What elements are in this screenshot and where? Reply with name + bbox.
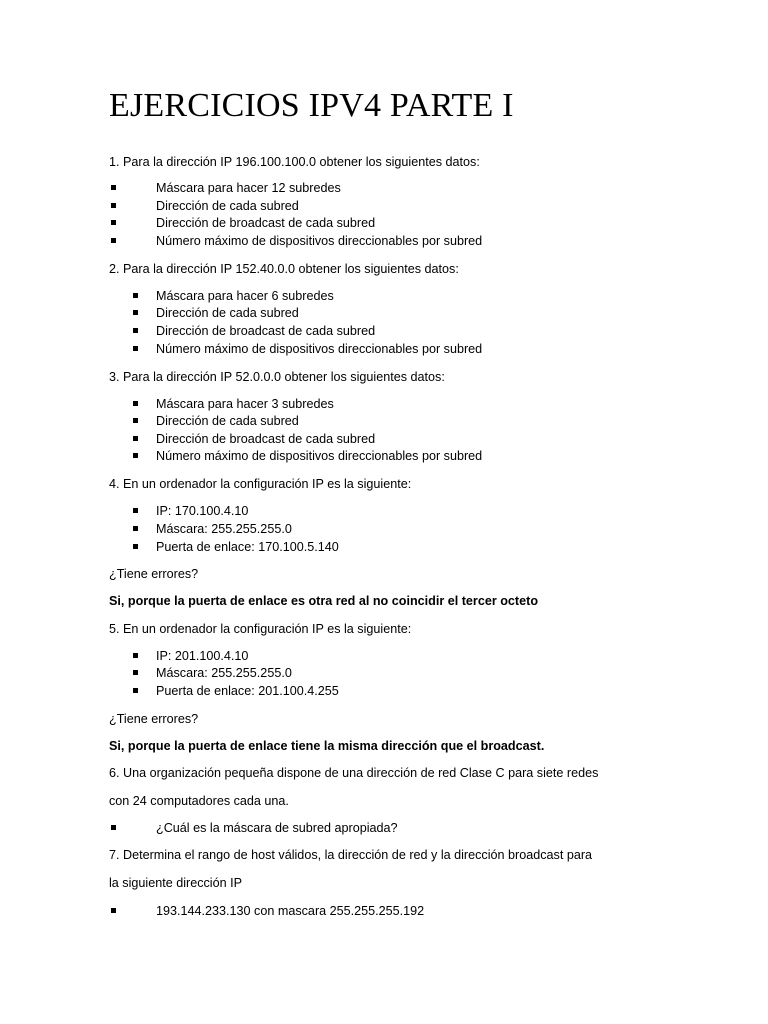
list-item: Dirección de cada subred [0,413,700,431]
exercise-6-statement-line-1: 6. Una organización pequeña dispone de una dirección de red Clase C para siete redes [109,766,599,780]
square-bullet-icon [133,670,138,675]
square-bullet-icon [133,310,138,315]
exercise-1-statement: 1. Para la dirección IP 196.100.100.0 obtener los siguientes datos: [109,155,480,169]
list-item: Dirección de broadcast de cada subred [0,323,700,341]
exercise-3-statement: 3. Para la dirección IP 52.0.0.0 obtener los siguientes datos: [109,370,445,384]
exercise-6-statement-line-2: con 24 computadores cada una. [109,794,289,808]
square-bullet-icon [133,653,138,658]
list-item: Número máximo de dispositivos direccionables por subred [0,233,700,251]
square-bullet-icon [133,328,138,333]
square-bullet-icon [111,908,116,913]
list-item: IP: 201.100.4.10 [0,648,700,666]
exercise-5-question: ¿Tiene errores? [109,712,199,726]
square-bullet-icon [133,453,138,458]
exercise-4-answer: Si, porque la puerta de enlace es otra red al no coincidir el tercer octeto [109,594,539,608]
square-bullet-icon [133,293,138,298]
list-item: Máscara: 255.255.255.0 [0,521,700,539]
square-bullet-icon [111,203,116,208]
square-bullet-icon [133,418,138,423]
exercise-5-answer: Si, porque la puerta de enlace tiene la misma dirección que el broadcast. [109,739,545,753]
square-bullet-icon [133,508,138,513]
exercise-4-statement: 4. En un ordenador la configuración IP es la siguiente: [109,477,412,491]
square-bullet-icon [111,185,116,190]
page-title: EJERCICIOS IPV4 PARTE I [109,87,514,124]
square-bullet-icon [111,825,116,830]
list-item: Máscara para hacer 12 subredes [0,180,700,198]
list-item: ¿Cuál es la máscara de subred apropiada? [0,820,700,838]
exercise-2-statement: 2. Para la dirección IP 152.40.0.0 obtener los siguientes datos: [109,262,459,276]
list-item: IP: 170.100.4.10 [0,503,700,521]
square-bullet-icon [133,401,138,406]
list-item: Dirección de broadcast de cada subred [0,215,700,233]
exercise-7-statement-line-2: la siguiente dirección IP [109,876,243,890]
list-item: Puerta de enlace: 201.100.4.255 [0,683,700,701]
square-bullet-icon [133,526,138,531]
list-item: 193.144.233.130 con mascara 255.255.255.192 [0,903,700,921]
list-item: Dirección de cada subred [0,198,700,216]
list-item: Máscara para hacer 3 subredes [0,396,700,414]
exercise-5-statement: 5. En un ordenador la configuración IP es la siguiente: [109,622,412,636]
list-item: Dirección de broadcast de cada subred [0,431,700,449]
list-item: Número máximo de dispositivos direccionables por subred [0,341,700,359]
list-item: Dirección de cada subred [0,305,700,323]
square-bullet-icon [133,436,138,441]
exercise-7-statement-line-1: 7. Determina el rango de host válidos, la dirección de red y la dirección broadcast para [109,848,593,862]
square-bullet-icon [133,544,138,549]
exercise-4-question: ¿Tiene errores? [109,567,199,581]
square-bullet-icon [133,346,138,351]
list-item: Máscara: 255.255.255.0 [0,665,700,683]
square-bullet-icon [133,688,138,693]
list-item: Máscara para hacer 6 subredes [0,288,700,306]
list-item: Número máximo de dispositivos direccionables por subred [0,448,700,466]
square-bullet-icon [111,238,116,243]
square-bullet-icon [111,220,116,225]
list-item: Puerta de enlace: 170.100.5.140 [0,539,700,557]
